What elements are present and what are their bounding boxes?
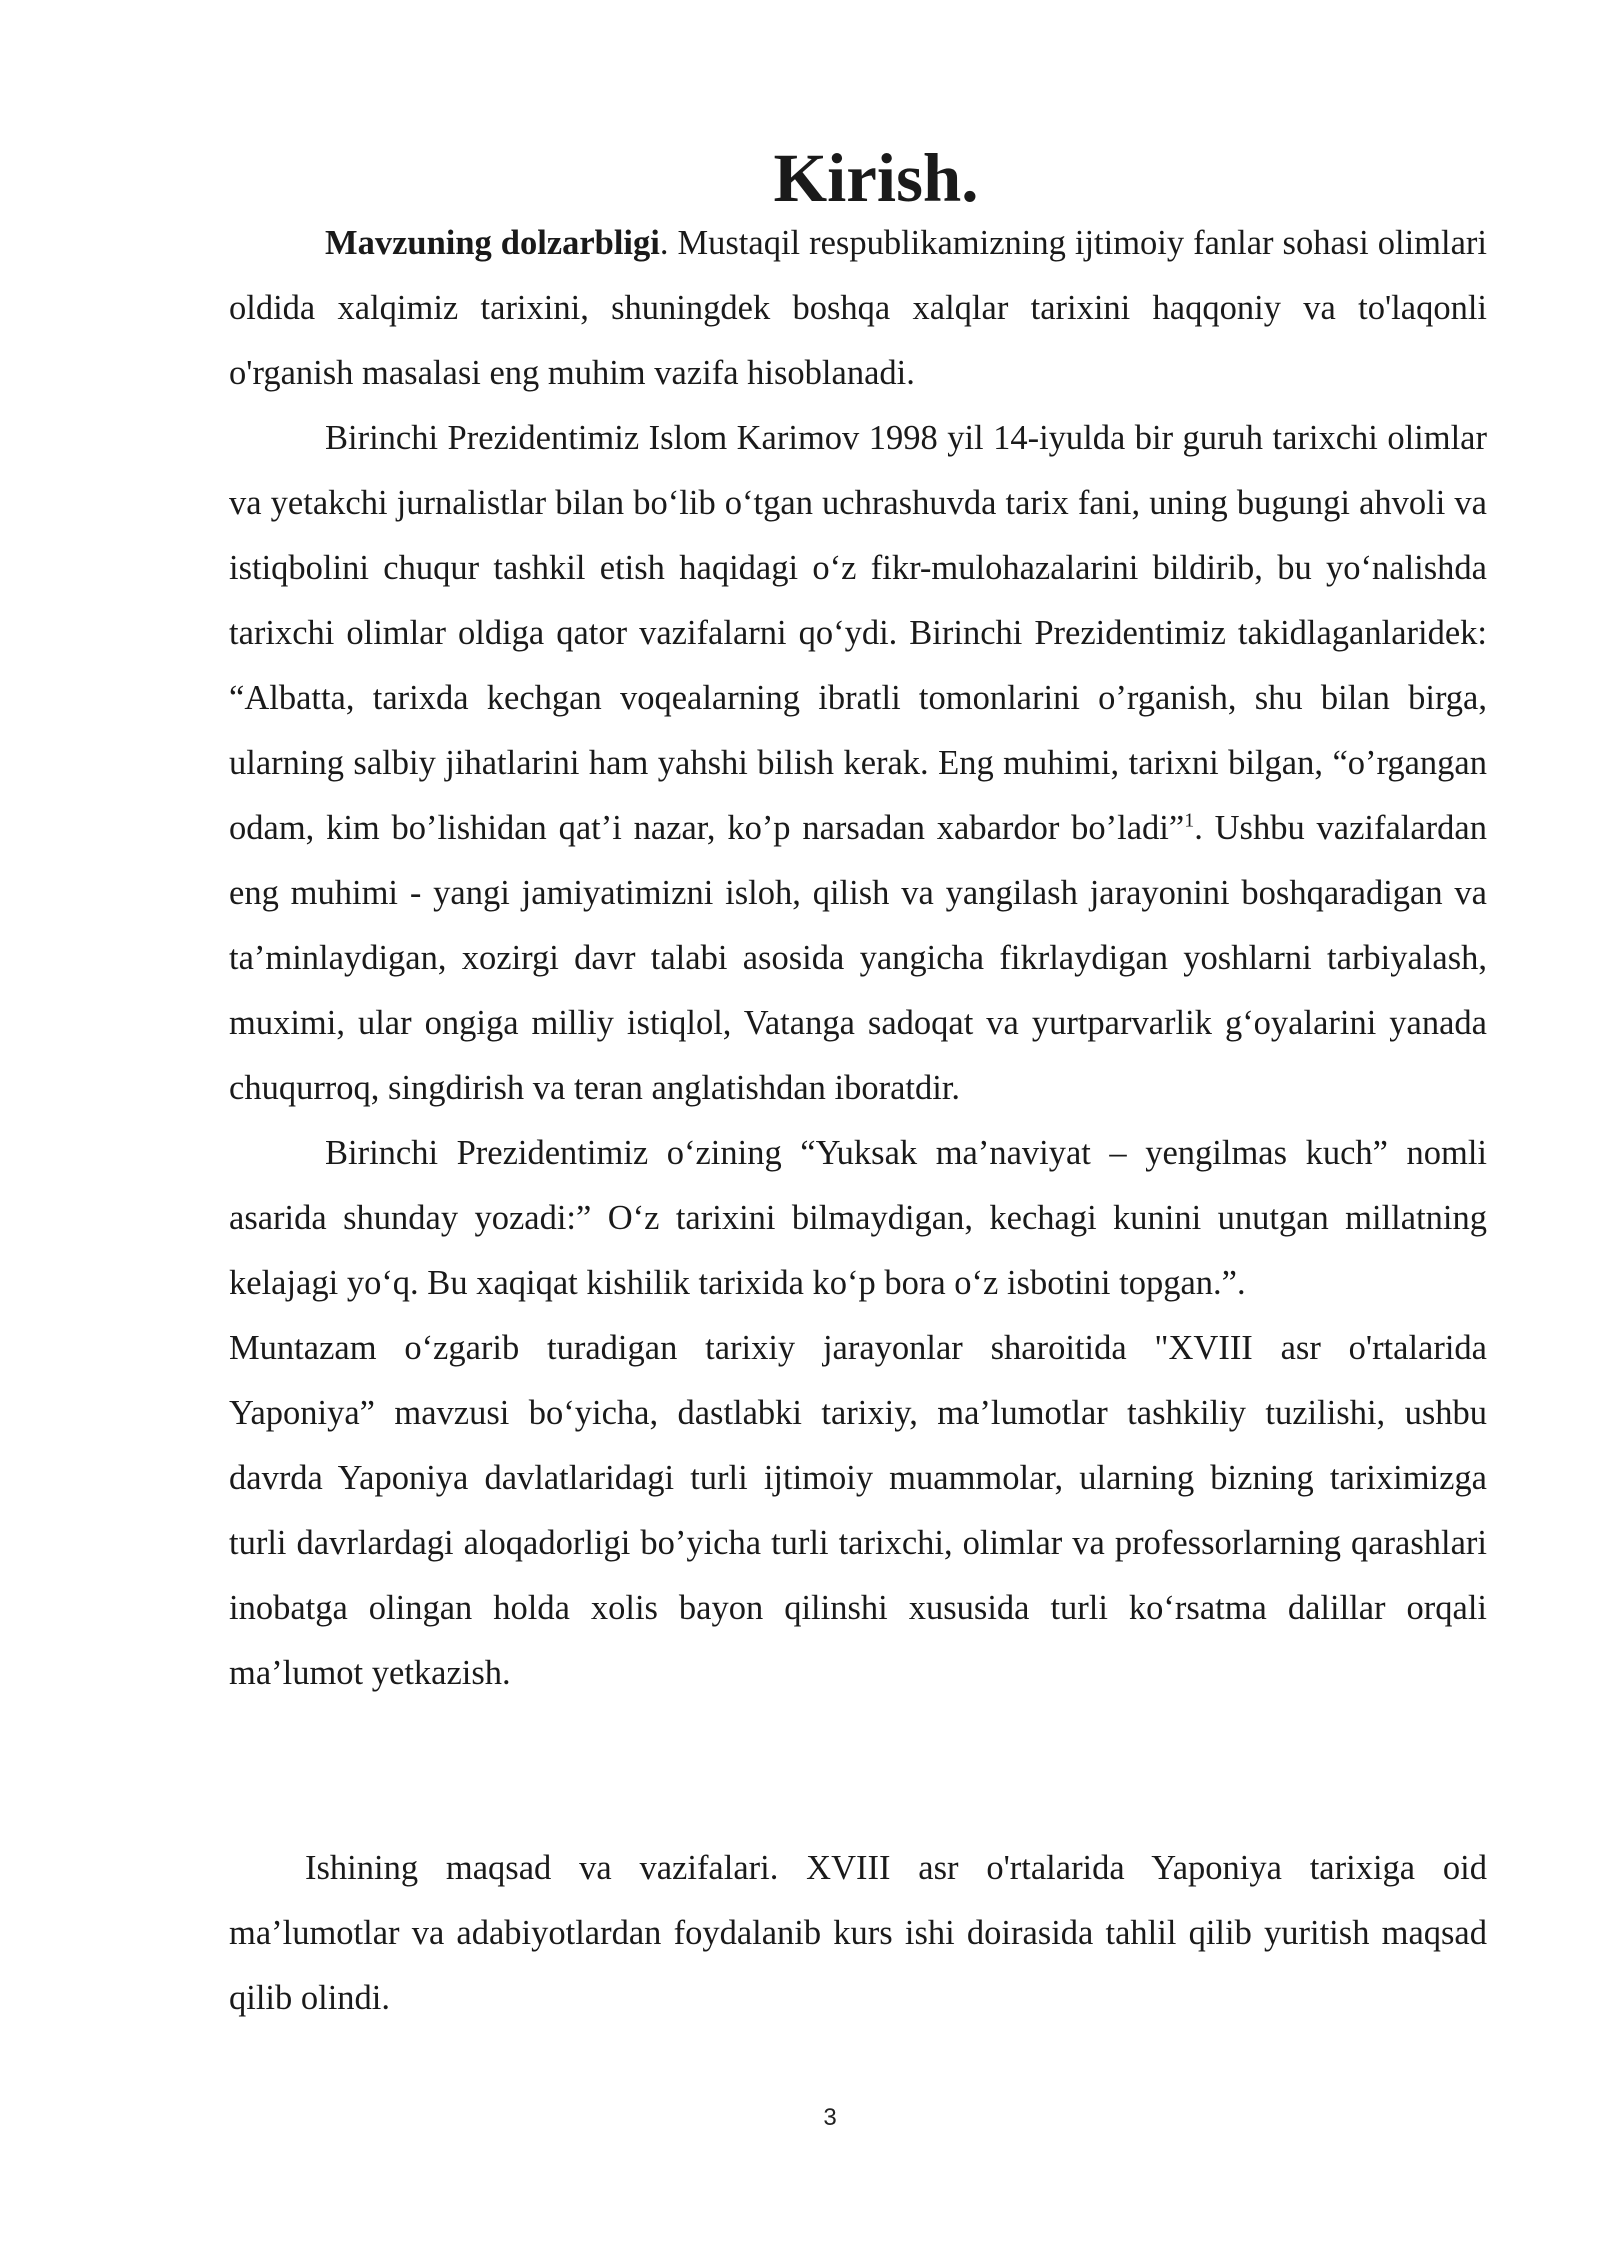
footnote-marker[interactable]: 1 [1184, 809, 1195, 832]
spirituality-quote-text: Birinchi Prezidentimiz o‘zining “Yuksak ma’naviyat – yengilmas kuch” nomli asarida shunday yozadi:” O‘z tarixini bilmaydigan, kechagi kunini unutgan millatning kelajagi yo‘q. Bu xaqiqat kishilik tarixida ko‘p bora o‘z isbotini topgan.”. [229, 1134, 1487, 1302]
goals-text: Ishining maqsad va vazifalari. XVIII asr o'rtalarida Yaponiya tarixiga oid ma’lumotlar va adabiyotlardan foydalanib kurs ishi doirasida tahlil qilib yuritish maqsad qilib olindi. [229, 1849, 1487, 2017]
paragraph-spirituality-quote [229, 1121, 1487, 1316]
paragraph-president-meeting [229, 406, 1487, 1121]
relevance-heading: Mavzuning dolzarbligi [325, 224, 660, 262]
paragraph-goals [229, 1836, 1487, 2031]
paragraph-relevance [229, 211, 1487, 406]
page-number: 3 [823, 2104, 837, 2131]
paragraph-historical-processes [229, 1316, 1487, 1706]
president-meeting-text-continued: . Ushbu vazifalardan eng muhimi - yangi jamiyatimizni isloh, qilish va yangilash jarayonini boshqaradigan va ta’minlaydigan, xozirgi davr talabi asosida yangicha fikrlaydigan yoshlarni tarbiyalash, muximi, ular ongiga milliy istiqlol, Vatanga sadoqat va yurtparvarlik g‘oyalarini yanada chuqurroq, singdirish va teran anglatishdan iboratdir. [229, 809, 1487, 1107]
paragraph-spacer [229, 1706, 1487, 1836]
relevance-text: . Mustaqil respublikamizning ijtimoiy fanlar sohasi olimlari oldida xalqimiz tarixini, shuningdek boshqa xalqlar tarixini haqqoniy va to'laqonli o'rganish masalasi eng muhim vazifa hisoblanadi. [229, 224, 1487, 392]
president-meeting-text: Birinchi Prezidentimiz Islom Karimov 1998 yil 14-iyulda bir guruh tarixchi olimlar va yetakchi jurnalistlar bilan bo‘lib o‘tgan uchrashuvda tarix fani, uning bugungi ahvoli va istiqbolini chuqur tashkil etish haqidagi o‘z fikr-mulohazalarini bildirib, bu yo‘nalishda tarixchi olimlar oldiga qator vazifalarni qo‘ydi. Birinchi Prezidentimiz takidlaganlaridek: “Albatta, tarixda kechgan voqealarning ibratli tomonlarini o’rganish, shu bilan birga, ularning salbiy jihatlarini ham yahshi bilish kerak. Eng muhimi, tarixni bilgan, “o’rgangan odam, kim bo’lishidan qat’i nazar, ko’p narsadan xabardor bo’ladi” [229, 419, 1487, 847]
page-title: Kirish. [773, 140, 979, 216]
historical-processes-text: Muntazam o‘zgarib turadigan tarixiy jarayonlar sharoitida "XVIII asr o'rtalarida Yaponiya” mavzusi bo‘yicha, dastlabki tarixiy, ma’lumotlar tashkiliy tuzilishi, ushbu davrda Yaponiya davlatlaridagi turli ijtimoiy muammolar, ularning bizning tariximizga turli davrlardagi aloqadorligi bo’yicha turli tarixchi, olimlar va professorlarning qarashlari inobatga olingan holda xolis bayon qilinshi xususida turli ko‘rsatma dalillar orqali ma’lumot yetkazish. [229, 1329, 1487, 1692]
page-content [229, 140, 1487, 2031]
